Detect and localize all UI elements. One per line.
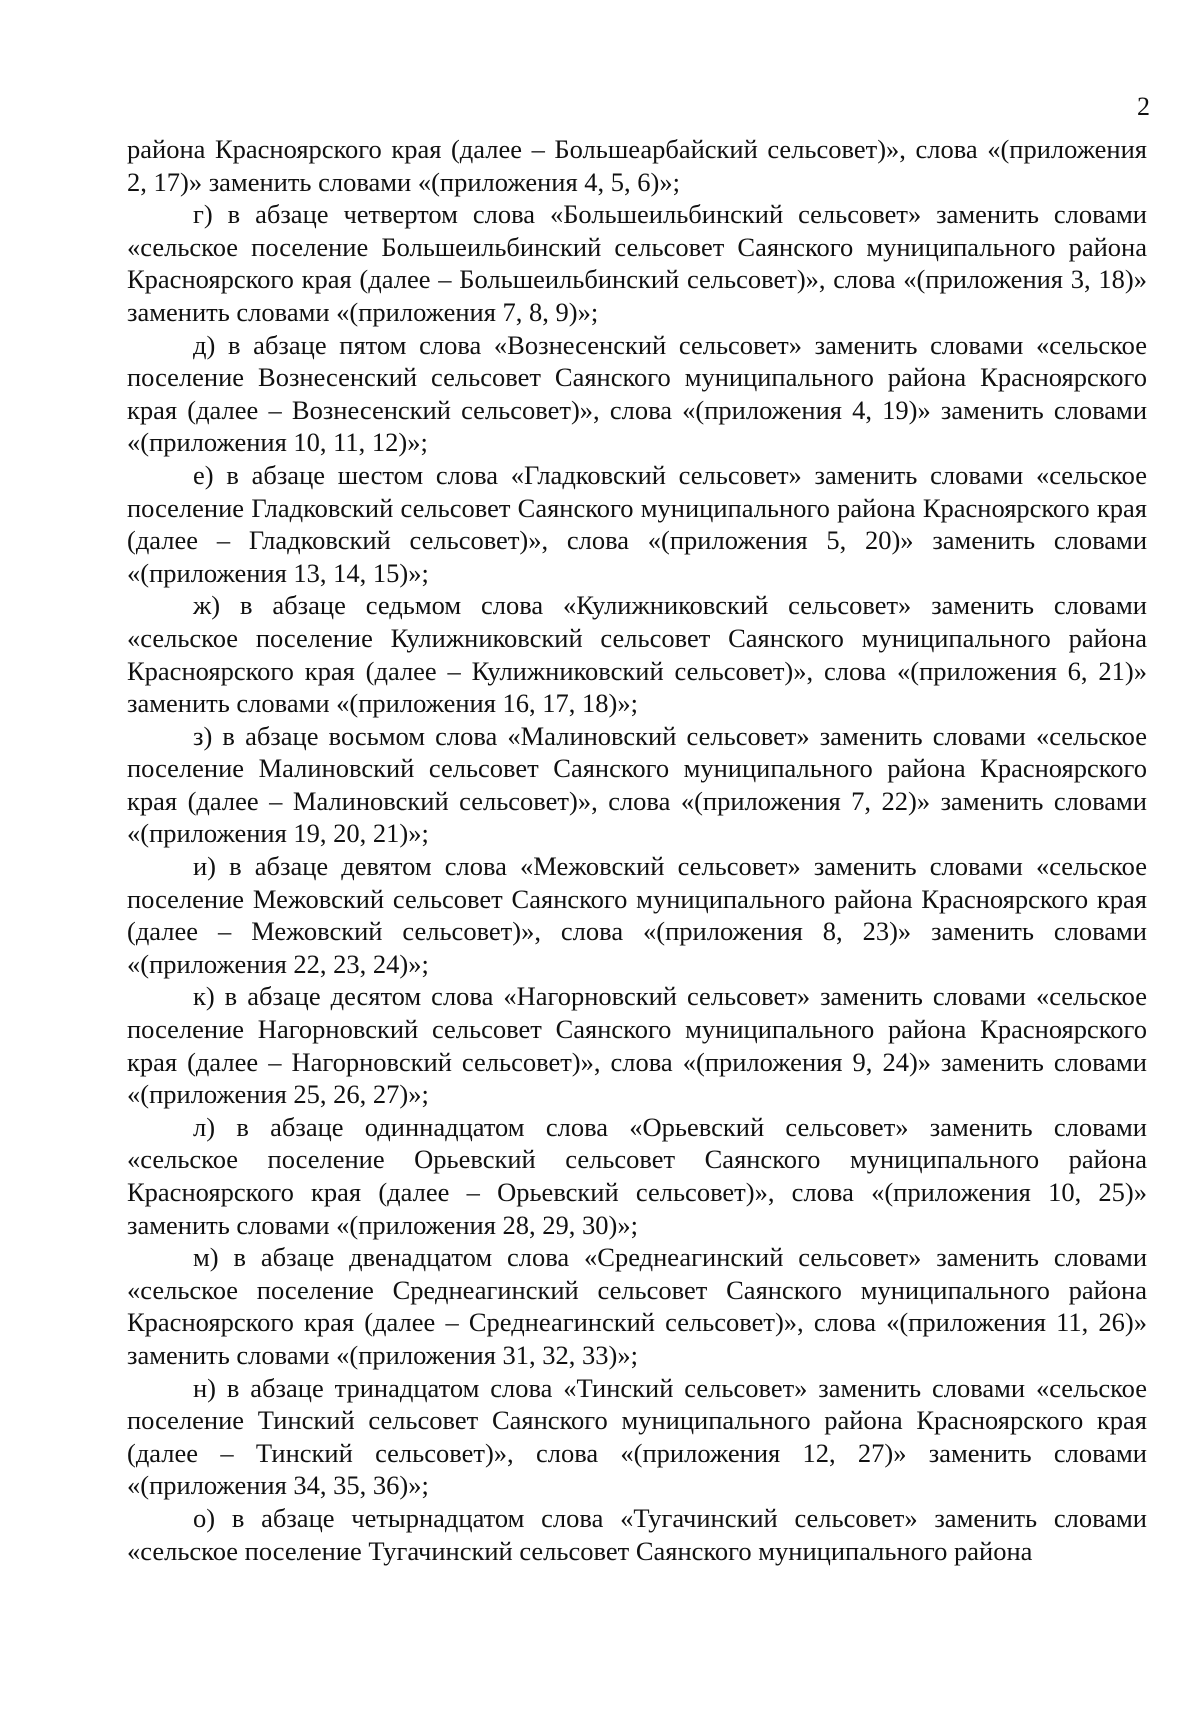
paragraph-e: е) в абзаце шестом слова «Гладковский сельсовет» заменить словами «сельское поселение Гладковский сельсовет Саянского муниципального района Красноярского края (далее – Гладковский сельсовет)», слова «(приложения 5, 20)» заменить словами «(приложения 13, 14, 15)»; [127,459,1147,588]
paragraph-k: к) в абзаце десятом слова «Нагорновский сельсовет» заменить словами «сельское поселение Нагорновский сельсовет Саянского муниципального района Красноярского края (далее – Нагорновский сельсовет)», слова «(приложения 9, 24)» заменить словами «(приложения 25, 26, 27)»; [127,981,1147,1110]
paragraph-z: з) в абзаце восьмом слова «Малиновский сельсовет» заменить словами «сельское поселение Малиновский сельсовет Саянского муниципального района Красноярского края (далее – Малиновский сельсовет)», слова «(приложения 7, 22)» заменить словами «(приложения 19, 20, 21)»; [127,720,1147,849]
paragraph-l: л) в абзаце одиннадцатом слова «Орьевский сельсовет» заменить словами «сельское поселение Орьевский сельсовет Саянского муниципального района Красноярского края (далее – Орьевский сельсовет)», слова «(приложения 10, 25)» заменить словами «(приложения 28, 29, 30)»; [127,1111,1147,1240]
document-body [127,133,1147,1567]
page-number: 2 [1137,92,1150,121]
paragraph-n: н) в абзаце тринадцатом слова «Тинский сельсовет» заменить словами «сельское поселение Тинский сельсовет Саянского муниципального района Красноярского края (далее – Тинский сельсовет)», слова «(приложения 12, 27)» заменить словами «(приложения 34, 35, 36)»; [127,1372,1147,1501]
paragraph-d: д) в абзаце пятом слова «Вознесенский сельсовет» заменить словами «сельское поселение Вознесенский сельсовет Саянского муниципального района Красноярского края (далее – Вознесенский сельсовет)», слова «(приложения 4, 19)» заменить словами «(приложения 10, 11, 12)»; [127,329,1147,458]
paragraph-g: г) в абзаце четвертом слова «Большеильбинский сельсовет» заменить словами «сельское поселение Большеильбинский сельсовет Саянского муниципального района Красноярского края (далее – Большеильбинский сельсовет)», слова «(приложения 3, 18)» заменить словами «(приложения 7, 8, 9)»; [127,199,1147,327]
paragraph-o: о) в абзаце четырнадцатом слова «Тугачинский сельсовет» заменить словами «сельское поселение Тугачинский сельсовет Саянского муниципального района [127,1502,1147,1566]
paragraph-i: и) в абзаце девятом слова «Межовский сельсовет» заменить словами «сельское поселение Межовский сельсовет Саянского муниципального района Красноярского края (далее – Межовский сельсовет)», слова «(приложения 8, 23)» заменить словами «(приложения 22, 23, 24)»; [127,851,1147,979]
paragraph-m: м) в абзаце двенадцатом слова «Среднеагинский сельсовет» заменить словами «сельское поселение Среднеагинский сельсовет Саянского муниципального района Красноярского края (далее – Среднеагинский сельсовет)», слова «(приложения 11, 26)» заменить словами «(приложения 31, 32, 33)»; [127,1242,1147,1370]
paragraph-zh: ж) в абзаце седьмом слова «Кулижниковский сельсовет» заменить словами «сельское поселение Кулижниковский сельсовет Саянского муниципального района Красноярского края (далее – Кулижниковский сельсовет)», слова «(приложения 6, 21)» заменить словами «(приложения 16, 17, 18)»; [127,590,1147,719]
paragraph-continuation: района Красноярского края (далее – Большеарбайский сельсовет)», слова «(приложения 2, 17)» заменить словами «(приложения 4, 5, 6)»; [127,134,1147,197]
